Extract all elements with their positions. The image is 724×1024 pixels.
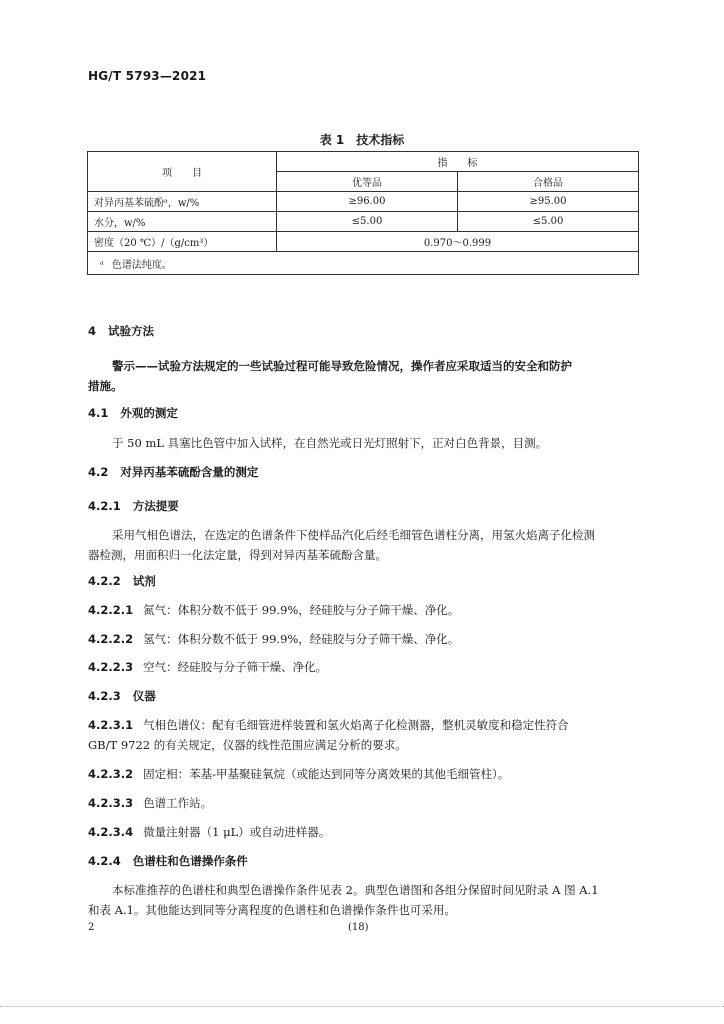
sheet-number: (18) (348, 922, 369, 933)
spec-table (87, 151, 639, 275)
table-label: 表 1 (319, 133, 345, 147)
subsection-number: 4.2.1 (88, 499, 121, 513)
clause-text: 色谱工作站。 (143, 796, 213, 810)
subsection-title: 方法提要 (132, 499, 179, 513)
row-merged-value: 0.970～0.999 (277, 232, 639, 252)
subsection-title: 试剂 (132, 574, 156, 588)
row-item: 水分，w/% (88, 212, 277, 232)
table-header-row (88, 152, 639, 172)
header-index: 指 标 (277, 152, 639, 172)
row-qualified: ≤5.00 (458, 212, 639, 232)
subsection-title: 外观的测定 (120, 406, 178, 420)
warning-line: 措施。 (88, 379, 123, 393)
section-title: 试验方法 (108, 324, 155, 338)
row-item: 对异丙基苯硫酚ᵃ，w/% (88, 192, 277, 212)
clause-number: 4.2.3.1 (88, 718, 134, 732)
header-premium: 优等品 (277, 172, 458, 192)
table-footnote-cell (88, 252, 639, 275)
page-number: 2 (88, 922, 95, 933)
clause-number: 4.2.3.2 (88, 767, 134, 781)
clause-number: 4.2.2.2 (88, 632, 134, 646)
clause (88, 657, 640, 677)
table-footnote: 色谱法纯度。 (111, 259, 172, 271)
clause (88, 629, 640, 649)
row-qualified: ≥95.00 (458, 192, 639, 212)
clause (88, 793, 640, 813)
paragraph-line: 器检测，用面积归一化法定量，得到对异丙基苯硫酚含量。 (88, 548, 387, 562)
row-premium: ≥96.00 (277, 192, 458, 212)
subsection-title: 对异丙基苯硫酚含量的测定 (120, 465, 259, 479)
subsection-number: 4.2 (88, 465, 109, 479)
table-row (88, 212, 639, 232)
table-title: 技术指标 (356, 133, 405, 147)
header-item: 项 目 (88, 152, 277, 192)
subsection-number: 4.2.2 (88, 574, 121, 588)
clause-text: 气相色谱仪：配有毛细管进样装置和氢火焰离子化检测器，整机灵敏度和稳定性符合 (143, 718, 569, 732)
section-heading (88, 321, 640, 341)
clause-line: GB/T 9722 的有关规定，仪器的线性范围应满足分析的要求。 (88, 738, 407, 752)
subsection-heading (88, 462, 640, 482)
header-qualified: 合格品 (458, 172, 639, 192)
warning-paragraph (88, 356, 640, 396)
subsection-heading (88, 686, 640, 706)
subsection-title: 色谱柱和色谱操作条件 (132, 854, 248, 868)
table-caption (0, 131, 724, 148)
paragraph: 于 50 mL 具塞比色管中加入试样，在自然光或日光灯照射下，正对白色背景，目测。 (112, 436, 548, 450)
clause-text: 微量注射器（1 μL）或自动进样器。 (143, 825, 331, 839)
clause (88, 715, 640, 755)
paragraph-line: 和表 A.1。其他能达到同等分离程度的色谱柱和色谱操作条件也可采用。 (88, 903, 456, 917)
section-number: 4 (88, 324, 97, 338)
clause-number: 4.2.3.4 (88, 825, 134, 839)
table-row (88, 232, 639, 252)
clause-text: 固定相：苯基-甲基聚硅氧烷（或能达到同等分离效果的其他毛细管柱）。 (143, 767, 510, 781)
clause-text: 氢气：体积分数不低于 99.9%，经硅胶与分子筛干燥、净化。 (143, 632, 460, 646)
subsection-heading (88, 496, 640, 516)
table-footnote-row (88, 252, 639, 275)
warning-line: 警示——试验方法规定的一些试验过程可能导致危险情况，操作者应采取适当的安全和防护 (112, 359, 572, 373)
subsection-number: 4.2.3 (88, 689, 121, 703)
clause-number: 4.2.3.3 (88, 796, 134, 810)
subsection-number: 4.1 (88, 406, 109, 420)
paragraph-line: 本标准推荐的色谱柱和典型色谱操作条件见表 2。典型色谱图和各组分保留时间见附录 A 图 A.1 (112, 883, 599, 897)
table-row (88, 192, 639, 212)
subsection-title: 仪器 (132, 689, 156, 703)
bottom-divider (0, 1006, 724, 1007)
clause (88, 600, 640, 620)
clause-line (88, 715, 640, 735)
clause (88, 764, 640, 784)
row-premium: ≤5.00 (277, 212, 458, 232)
clause-number: 4.2.2.3 (88, 660, 134, 674)
subsection-heading (88, 571, 640, 591)
clause-text: 氮气：体积分数不低于 99.9%，经硅胶与分子筛干燥、净化。 (143, 603, 460, 617)
subsection-heading (88, 851, 640, 871)
clause-text: 空气：经硅胶与分子筛干燥、净化。 (143, 660, 328, 674)
paragraph (88, 880, 640, 920)
clause-number: 4.2.2.1 (88, 603, 134, 617)
paragraph (88, 525, 640, 565)
subsection-heading (88, 403, 640, 423)
footnote-mark: ᵃ (100, 259, 104, 271)
row-item: 密度（20 ℃）/（g/cm³） (88, 232, 277, 252)
clause (88, 822, 640, 842)
subsection-number: 4.2.4 (88, 854, 121, 868)
paragraph-line: 采用气相色谱法，在选定的色谱条件下使样品汽化后经毛细管色谱柱分离，用氢火焰离子化检测 (112, 528, 595, 542)
standard-number: HG/T 5793—2021 (88, 69, 207, 83)
